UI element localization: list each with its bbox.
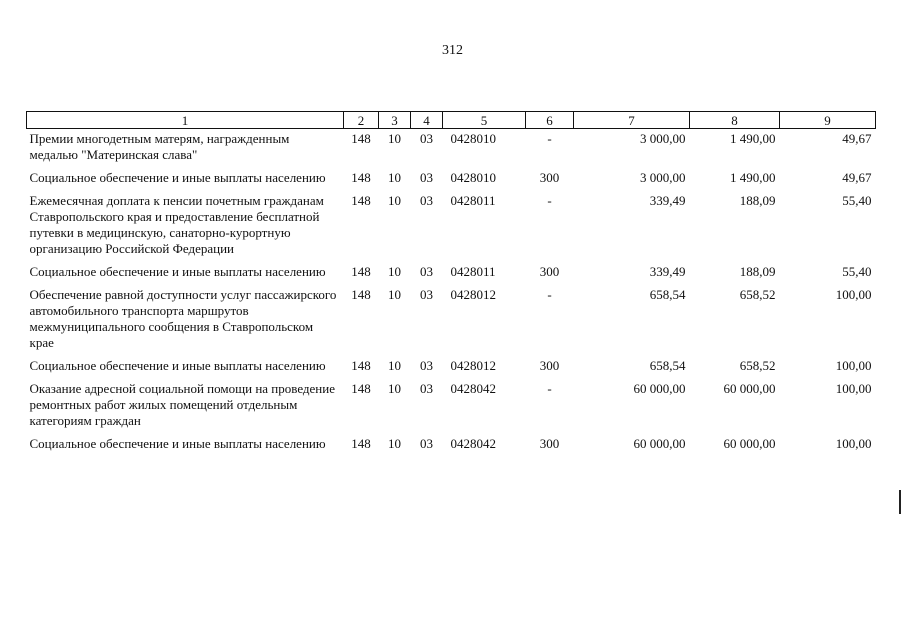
cell-col5: 0428012 bbox=[450, 358, 496, 373]
cell-col4: 03 bbox=[420, 381, 433, 396]
cell-col9: 55,40 bbox=[842, 264, 872, 279]
cell-col4: 03 bbox=[420, 436, 433, 451]
cell-col3: 10 bbox=[388, 381, 401, 396]
cell-col8: 658,52 bbox=[739, 287, 776, 302]
table-row bbox=[27, 285, 876, 356]
cell-col7: 60 000,00 bbox=[633, 436, 686, 451]
cell-col3: 10 bbox=[388, 436, 401, 451]
cell-col3: 10 bbox=[388, 287, 401, 302]
cell-col3: 10 bbox=[388, 193, 401, 208]
cell-col6: - bbox=[547, 193, 552, 208]
cell-col7: 658,54 bbox=[649, 287, 686, 302]
cell-col7: 3 000,00 bbox=[640, 170, 686, 185]
cell-col2: 148 bbox=[351, 131, 371, 146]
cell-col2: 148 bbox=[351, 358, 371, 373]
cell-col8: 1 490,00 bbox=[730, 170, 776, 185]
cell-col9: 49,67 bbox=[842, 170, 872, 185]
table-row bbox=[27, 379, 876, 434]
cell-col9: 55,40 bbox=[842, 193, 872, 208]
budget-table bbox=[26, 111, 876, 457]
cell-col9: 100,00 bbox=[835, 287, 872, 302]
row-name-cell: Социальное обеспечение и иные выплаты населению bbox=[29, 264, 326, 279]
cell-col6: - bbox=[547, 287, 552, 302]
cell-col5: 0428042 bbox=[450, 436, 496, 451]
header-cell-7: 7 bbox=[574, 112, 690, 129]
header-cell-2: 2 bbox=[344, 112, 379, 129]
cell-col7: 339,49 bbox=[649, 193, 686, 208]
cell-col3: 10 bbox=[388, 131, 401, 146]
cell-col6: 300 bbox=[539, 264, 560, 279]
row-name-cell: Социальное обеспечение и иные выплаты населению bbox=[29, 170, 326, 185]
header-cell-1: 1 bbox=[27, 112, 344, 129]
header-cell-5: 5 bbox=[443, 112, 526, 129]
cell-col2: 148 bbox=[351, 193, 371, 208]
cell-col3: 10 bbox=[388, 264, 401, 279]
cell-col7: 658,54 bbox=[649, 358, 686, 373]
cell-col9: 49,67 bbox=[842, 131, 872, 146]
cell-col7: 339,49 bbox=[649, 264, 686, 279]
cell-col5: 0428042 bbox=[450, 381, 496, 396]
cell-col2: 148 bbox=[351, 170, 371, 185]
row-name-cell: Социальное обеспечение и иные выплаты населению bbox=[29, 436, 326, 451]
cell-col5: 0428012 bbox=[450, 287, 496, 302]
row-name-cell: Социальное обеспечение и иные выплаты населению bbox=[29, 358, 326, 373]
cell-col5: 0428011 bbox=[450, 193, 496, 208]
cell-col4: 03 bbox=[420, 287, 433, 302]
cell-col6: - bbox=[547, 381, 552, 396]
page-number: 312 bbox=[442, 43, 463, 58]
table-row bbox=[27, 191, 876, 262]
cell-col8: 658,52 bbox=[739, 358, 776, 373]
cell-col4: 03 bbox=[420, 170, 433, 185]
cell-col5: 0428010 bbox=[450, 170, 496, 185]
cell-col5: 0428010 bbox=[450, 131, 496, 146]
table-row bbox=[27, 434, 876, 457]
cell-col6: 300 bbox=[539, 436, 560, 451]
cell-col4: 03 bbox=[420, 193, 433, 208]
cell-col5: 0428011 bbox=[450, 264, 496, 279]
cell-col7: 3 000,00 bbox=[640, 131, 686, 146]
cell-col7: 60 000,00 bbox=[633, 381, 686, 396]
cell-col6: - bbox=[547, 131, 552, 146]
cell-col4: 03 bbox=[420, 131, 433, 146]
row-name-cell: Обеспечение равной доступности услуг пассажирского автомобильного транспорта маршрутов межмуниципального сообщения в Ставропольском крае bbox=[29, 287, 337, 350]
table-row bbox=[27, 168, 876, 191]
cell-col3: 10 bbox=[388, 358, 401, 373]
cell-col8: 60 000,00 bbox=[723, 381, 776, 396]
scan-edge-mark bbox=[899, 490, 901, 514]
cell-col4: 03 bbox=[420, 264, 433, 279]
cell-col3: 10 bbox=[388, 170, 401, 185]
cell-col8: 60 000,00 bbox=[723, 436, 776, 451]
cell-col8: 1 490,00 bbox=[730, 131, 776, 146]
table-body bbox=[27, 129, 876, 458]
header-cell-9: 9 bbox=[780, 112, 876, 129]
header-cell-8: 8 bbox=[690, 112, 780, 129]
row-name-cell: Ежемесячная доплата к пенсии почетным гражданам Ставропольского края и предоставление бесплатной путевки в медицинскую, санаторно-курортную организацию Российской Федерации bbox=[29, 193, 324, 256]
header-row bbox=[27, 112, 876, 129]
table-header bbox=[27, 112, 876, 129]
table-row bbox=[27, 262, 876, 285]
cell-col2: 148 bbox=[351, 436, 371, 451]
header-cell-3: 3 bbox=[379, 112, 411, 129]
cell-col6: 300 bbox=[539, 358, 560, 373]
header-cell-4: 4 bbox=[411, 112, 443, 129]
cell-col9: 100,00 bbox=[835, 381, 872, 396]
table-row bbox=[27, 129, 876, 169]
row-name-cell: Оказание адресной социальной помощи на проведение ремонтных работ жилых помещений отдельным категориям граждан bbox=[29, 381, 335, 428]
header-cell-6: 6 bbox=[526, 112, 574, 129]
cell-col8: 188,09 bbox=[739, 193, 776, 208]
cell-col8: 188,09 bbox=[739, 264, 776, 279]
cell-col2: 148 bbox=[351, 381, 371, 396]
row-name-cell: Премии многодетным матерям, награжденным медалью "Материнская слава" bbox=[29, 131, 290, 162]
cell-col2: 148 bbox=[351, 264, 371, 279]
cell-col4: 03 bbox=[420, 358, 433, 373]
cell-col9: 100,00 bbox=[835, 358, 872, 373]
cell-col9: 100,00 bbox=[835, 436, 872, 451]
table-row bbox=[27, 356, 876, 379]
cell-col2: 148 bbox=[351, 287, 371, 302]
cell-col6: 300 bbox=[539, 170, 560, 185]
